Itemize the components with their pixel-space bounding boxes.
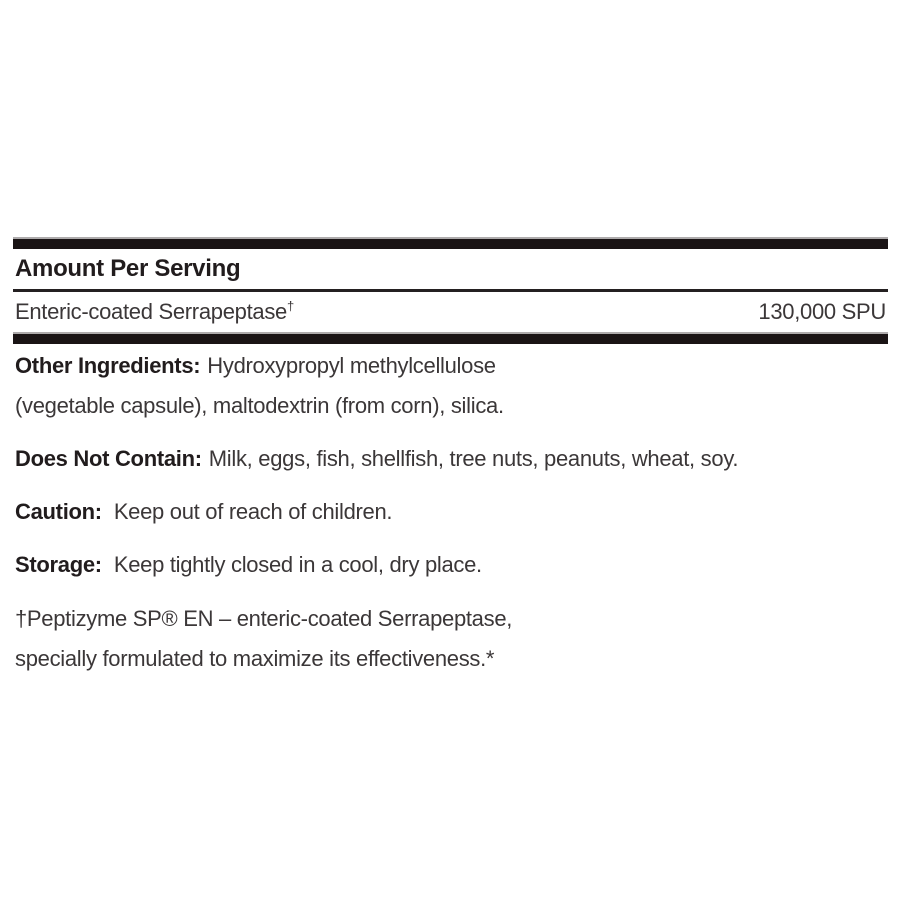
does-not-contain-section — [15, 439, 888, 479]
ingredient-row — [13, 292, 888, 332]
ingredient-amount: 130,000 SPU — [758, 299, 886, 324]
storage-heading: Storage: — [15, 552, 102, 577]
bottom-divider-bar — [13, 332, 888, 344]
storage-text: Keep tightly closed in a cool, dry place. — [113, 552, 482, 577]
label-sections — [13, 346, 888, 679]
caution-heading: Caution: — [15, 499, 102, 524]
caution-text: Keep out of reach of children. — [113, 499, 393, 524]
amount-per-serving-heading: Amount Per Serving — [15, 255, 241, 282]
supplement-facts-panel — [13, 237, 888, 679]
amount-per-serving-row — [13, 249, 888, 289]
footnote-section — [15, 599, 888, 679]
footnote-line2: specially formulated to maximize its effectiveness.* — [15, 646, 495, 671]
ingredient-name: Enteric-coated Serrapeptase† — [15, 298, 294, 324]
top-divider-bar — [13, 237, 888, 249]
other-ingredients-section — [15, 346, 888, 426]
dagger-superscript: † — [286, 298, 294, 314]
does-not-contain-heading: Does Not Contain: — [15, 446, 202, 471]
other-ingredients-line2: (vegetable capsule), maltodextrin (from corn), silica. — [15, 393, 504, 418]
does-not-contain-text: Milk, eggs, fish, shellfish, tree nuts, peanuts, wheat, soy. — [208, 446, 739, 471]
other-ingredients-line1: Hydroxypropyl methylcellulose — [207, 353, 496, 378]
storage-section — [15, 545, 888, 585]
footnote-line1: †Peptizyme SP® EN – enteric-coated Serrapeptase, — [15, 606, 513, 631]
other-ingredients-heading: Other Ingredients: — [15, 353, 201, 378]
caution-section — [15, 492, 888, 532]
